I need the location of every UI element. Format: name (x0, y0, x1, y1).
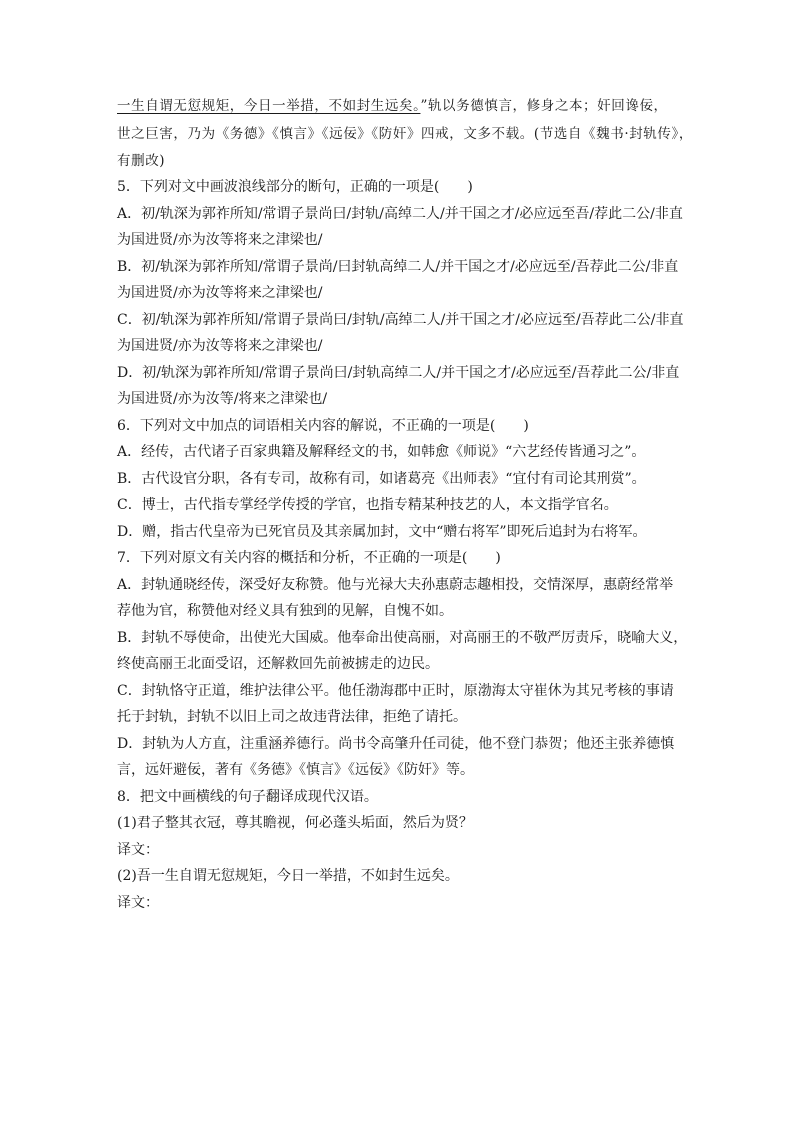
option-c: C．初/轨深为郭祚所知/常谓子景尚曰/封轨/高绰二人/并干国之才/必应远至/吾荐此二公/非直 (117, 311, 684, 328)
option-a: A．经传，古代诸子百家典籍及解释经文的书，如韩愈《师说》“六艺经传皆通习之”。 (117, 444, 646, 460)
option-d-cont: 言，远奸避佞，著有《务德》《慎言》《远佞》《防奸》等。 (117, 762, 474, 778)
question-stem: 6．下列对文中加点的词语相关内容的解说，不正确的一项是( ) (117, 417, 529, 434)
question-stem: 7．下列对原文有关内容的概括和分析，不正确的一项是( ) (117, 550, 501, 566)
option-c: C．封轨恪守正道，维护法律公平。他任渤海郡中正时，原渤海太守崔休为其兄考核的事请 (117, 682, 674, 699)
option-b: B．古代设官分职，各有专司，故称有司，如诸葛亮《出师表》“宜付有司论其刑赏”。 (117, 470, 646, 487)
document-page (117, 92, 693, 916)
option-d-cont: 为国进贤/亦为汝等/将来之津梁也/ (117, 391, 328, 407)
translation-label-2: 译文： (117, 894, 159, 911)
question-stem: 5．下列对文中画波浪线部分的断句，正确的一项是( ) (117, 179, 473, 195)
option-d: D．初/轨深为郭祚所知/常谓子景尚曰/封轨高绰二人/并干国之才/必应远至/吾荐此二公/非直 (117, 364, 680, 381)
question-8 (117, 784, 682, 917)
option-d: D．封轨为人方直，注重涵养德行。尚书令高肇升任司徒，他不登门恭贺；他还主张养德慎 (117, 735, 675, 752)
option-a-cont: 荐他为官，称赞他对经义具有独到的见解，自愧不如。 (117, 603, 453, 619)
option-c-cont: 托于封轨，封轨不以旧上司之故违背法律，拒绝了请托。 (117, 709, 467, 725)
option-a-cont: 为国进贤/亦为汝等将来之津梁也/ (117, 232, 323, 248)
sentence-2: (2)吾一生自谓无愆规矩，今日一举措，不如封生远矣。 (117, 868, 459, 884)
question-7 (117, 545, 688, 784)
option-c-cont: 为国进贤/亦为汝等将来之津梁也/ (117, 338, 323, 354)
option-a: A．初/轨深为郭祚所知/常谓子景尚曰/封轨/高绰二人/并干国之才/必应远至吾/荐此二公/非直 (117, 205, 683, 222)
underlined-sentence: 一生自谓无愆规矩，今日一举措，不如封生远矣。 (117, 98, 421, 114)
option-b: B．初/轨深为郭祚所知/常谓子景尚/曰封轨高绰二人/并干国之才/必应远至/吾荐此二公/非直 (117, 258, 679, 275)
question-6 (117, 413, 682, 546)
passage-line-1-rest: ”轨以务德慎言，修身之本；奸回谗佞， (420, 98, 668, 114)
passage-line-1 (117, 92, 682, 120)
sentence-1: (1)君子整其衣冠，尊其瞻视，何必蓬头垢面，然后为贤？ (117, 815, 473, 831)
option-d: D．赠，指古代皇帝为已死官员及其亲属加封，文中“赠右将军”即死后追封为右将军。 (117, 523, 647, 540)
passage-line-2: 世之巨害，乃为《务德》《慎言》《远佞》《防奸》四戒，文多不载。(节选自《魏书·封轨传》， (117, 126, 693, 142)
option-b-cont: 终使高丽王北面受诏，还解救回先前被掳走的边民。 (117, 656, 439, 672)
option-a: A．封轨通晓经传，深受好友称赞。他与光禄大夫孙惠蔚志趣相投，交情深厚，惠蔚经常举 (117, 576, 674, 593)
question-5 (117, 174, 682, 413)
translation-label-1: 译文： (117, 841, 159, 858)
option-c: C．博士，古代指专掌经学传授的学官，也指专精某种技艺的人，本文指学官名。 (117, 497, 618, 513)
passage-line-3: 有删改) (117, 153, 166, 169)
option-b-cont: 为国进贤/亦为汝等将来之津梁也/ (117, 285, 323, 301)
question-stem: 8．把文中画横线的句子翻译成现代汉语。 (117, 788, 378, 805)
passage-excerpt (117, 92, 693, 174)
option-b: B．封轨不辱使命，出使光大国威。他奉命出使高丽，对高丽王的不敬严厉责斥，晓喻大义， (117, 629, 688, 646)
